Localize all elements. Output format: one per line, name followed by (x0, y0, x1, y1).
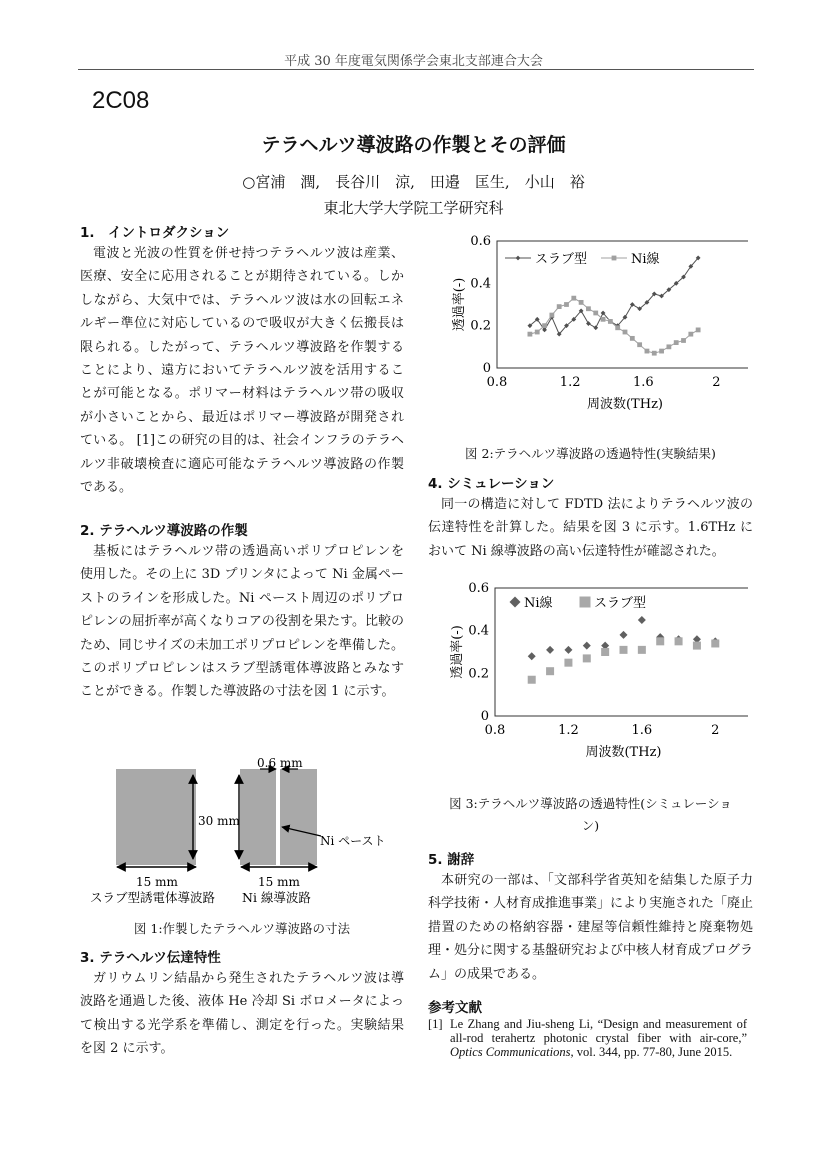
x-tick-label: 0.8 (486, 375, 508, 390)
section-2-heading: 2. テラヘルツ導波路の作製 (80, 523, 248, 539)
data-point (693, 642, 701, 650)
data-point (546, 646, 554, 654)
legend-marker (612, 256, 617, 261)
data-point (579, 300, 584, 305)
x-tick-label: 2 (712, 375, 721, 390)
y-tick-label: 0 (482, 361, 491, 376)
data-point (666, 344, 671, 349)
data-point (652, 351, 657, 356)
data-point (528, 332, 533, 337)
paper-code: 2C08 (92, 87, 150, 114)
paper-title: テラヘルツ導波路の作製とその評価 (261, 134, 566, 156)
ni-waveguide-label: Ni 線導波路 (242, 890, 311, 905)
data-point (593, 325, 598, 330)
legend-label: スラブ型 (594, 596, 647, 611)
data-point (535, 330, 540, 335)
data-point (630, 336, 635, 341)
y-axis-label: 透過率(-) (452, 277, 467, 332)
reference-1-authors-title: Le Zhang and Jiu-sheng Li, “Design and measurement of all-rod terahertz photonic crystal fiber with air-core,” (450, 1017, 747, 1045)
data-point (674, 340, 679, 345)
data-point (638, 616, 646, 624)
reference-1 (450, 1017, 747, 1059)
legend-marker (516, 256, 521, 261)
y-tick-label: 0 (480, 709, 489, 724)
x-axis-label: 周波数(THz) (585, 745, 662, 760)
data-point (615, 325, 620, 330)
data-point (688, 332, 693, 337)
data-point (637, 342, 642, 347)
y-axis-label: 透過率(-) (450, 625, 465, 679)
figure-3-caption (428, 793, 753, 837)
data-point (542, 323, 547, 328)
ni-waveguide-right-half (280, 769, 317, 865)
affiliation: 東北大学大学院工学研究科 (323, 199, 504, 217)
data-point (601, 648, 609, 656)
figure-1-diagram (80, 750, 410, 910)
y-tick-label: 0.4 (470, 276, 491, 292)
y-tick-label: 0.2 (470, 318, 491, 334)
data-point (608, 319, 613, 324)
x-tick-label: 1.6 (632, 375, 654, 390)
section-1-heading: 1. イントロダクション (80, 225, 230, 241)
x-tick-label: 2 (711, 723, 720, 738)
data-point (586, 321, 591, 326)
ni-waveguide-left-half (240, 769, 276, 865)
section-4-body: 同一の構造に対して FDTD 法によりテラヘルツ波の伝達特性を計算した。結果を図 3 に示す。1.6THz において Ni 線導波路の高い伝達特性が確認された。 (428, 497, 753, 559)
ni-width-label: 15 mm (258, 875, 300, 889)
x-tick-label: 0.8 (484, 723, 506, 738)
section-3-body: ガリウムリン結晶から発生されたテラヘルツ波は導波路を通過した後、液体 He 冷却 Si ボロメータによって検出する光学系を準備し、測定を行った。実験結果を図 2 に示す。 (80, 971, 404, 1057)
y-tick-label: 0.6 (468, 581, 489, 596)
figure-3-caption-line-1: 図 3:テラヘルツ導波路の透過特性(シミュレーショ (449, 796, 732, 811)
legend-label: スラブ型 (535, 252, 588, 267)
data-point (564, 659, 572, 667)
data-point (659, 349, 664, 354)
data-point (620, 631, 628, 639)
slab-waveguide-shape (116, 769, 196, 865)
data-point (623, 330, 628, 335)
conference-header: 平成 30 年度電気関係学会東北支部連合大会 (284, 54, 543, 69)
section-5-heading: 5. 謝辞 (428, 852, 475, 868)
section-3-heading: 3. テラヘルツ伝達特性 (80, 950, 221, 966)
data-point (564, 646, 572, 654)
legend-label: Ni線 (524, 596, 553, 611)
y-tick-label: 0.2 (468, 666, 489, 682)
data-point (564, 302, 569, 307)
gap-dimension-label: 0.6 mm (257, 756, 303, 770)
section-1-body: 電波と光波の性質を併せ持つテラヘルツ波は産業、医療、安全に応用されることが期待されている。しかしながら、大気中では、テラヘルツ波は水の回転エネルギー準位に対応しているので吸収が大きく伝搬長は限られる。したがって、テラヘルツ導波路を作製することにより、遠方においてテラヘルツ波を活用することが可能となる。ポリマー材料はテラヘルツ帯の吸収が小さいことから、最近はポリマー導波路が開発されている。 [1]この研究の目的は、社会インフラのテラヘルツ非破壊検査に適応可能なテラヘルツ導波路の作製である。 (80, 246, 404, 496)
data-point (546, 667, 554, 675)
height-dimension-label: 30 mm (198, 814, 240, 828)
x-tick-label: 1.2 (559, 375, 581, 390)
figure-1-caption: 図 1:作製したテラヘルツ導波路の寸法 (133, 921, 351, 936)
reference-1-details: vol. 344, pp. 77-80, June 2015. (576, 1045, 733, 1059)
data-point (571, 296, 576, 301)
data-point (630, 302, 635, 307)
figure-3-chart (428, 576, 748, 776)
data-point (696, 328, 701, 333)
reference-1-journal: Optics Communications, (450, 1045, 574, 1059)
data-point (675, 637, 683, 645)
legend-label: Ni線 (631, 252, 660, 267)
figure-3-caption-line-2: ン) (581, 818, 600, 833)
section-5-body: 本研究の一部は、「文部科学省英知を結集した原子力科学技術・人材育成推進事業」により実施された「廃止措置のための格納容器・建屋等信頼性維持と廃棄物処理・処分に関する基盤研究および中核人材育成プログラム」の成果である。 (428, 873, 754, 982)
x-tick-label: 1.2 (558, 723, 579, 738)
data-point (557, 304, 562, 309)
references-heading: 参考文献 (428, 1000, 482, 1016)
y-tick-label: 0.4 (468, 623, 489, 639)
data-point (620, 646, 628, 654)
data-point (528, 676, 536, 684)
data-point (583, 642, 591, 650)
slab-waveguide-label: スラブ型誘電体導波路 (90, 890, 216, 905)
data-point (656, 637, 664, 645)
series-line (530, 258, 698, 334)
data-point (593, 311, 598, 316)
ni-paste-label: Ni ペースト (320, 834, 386, 848)
data-point (638, 646, 646, 654)
y-tick-label: 0.6 (470, 234, 491, 249)
data-point (549, 313, 554, 318)
legend-marker (580, 597, 591, 608)
section-2-body: 基板にはテラヘルツ帯の透過高いポリプロピレンを使用した。その上に 3D プリンタによって Ni 金属ペーストのラインを形成した。Ni ペースト周辺のポリプロピレンの屈折率が高くなりコアの役割を果たす。比較のため、同じサイズの未加工ポリプロピレンを準備した。このポリプロピレンはスラブ型誘電体導波路とみなすことができる。作製した導波路の寸法を図 1 に示す。 (80, 544, 404, 700)
figure-2-chart (428, 228, 748, 428)
x-tick-label: 1.6 (631, 723, 653, 738)
section-4-heading: 4. シミュレーション (428, 476, 555, 492)
data-point (601, 317, 606, 322)
authors: ○宮浦 潤, 長谷川 涼, 田邉 匡生, 小山 裕 (242, 173, 585, 191)
data-point (586, 306, 591, 311)
data-point (645, 349, 650, 354)
legend-marker (510, 597, 521, 608)
data-point (528, 652, 536, 660)
figure-2-caption: 図 2:テラヘルツ導波路の透過特性(実験結果) (465, 446, 716, 461)
header-divider (78, 69, 754, 70)
data-point (681, 338, 686, 343)
data-point (711, 639, 719, 647)
reference-1-number: [1] (428, 1017, 443, 1031)
data-point (583, 654, 591, 662)
x-axis-label: 周波数(THz) (586, 397, 664, 412)
slab-width-label: 15 mm (136, 875, 178, 889)
